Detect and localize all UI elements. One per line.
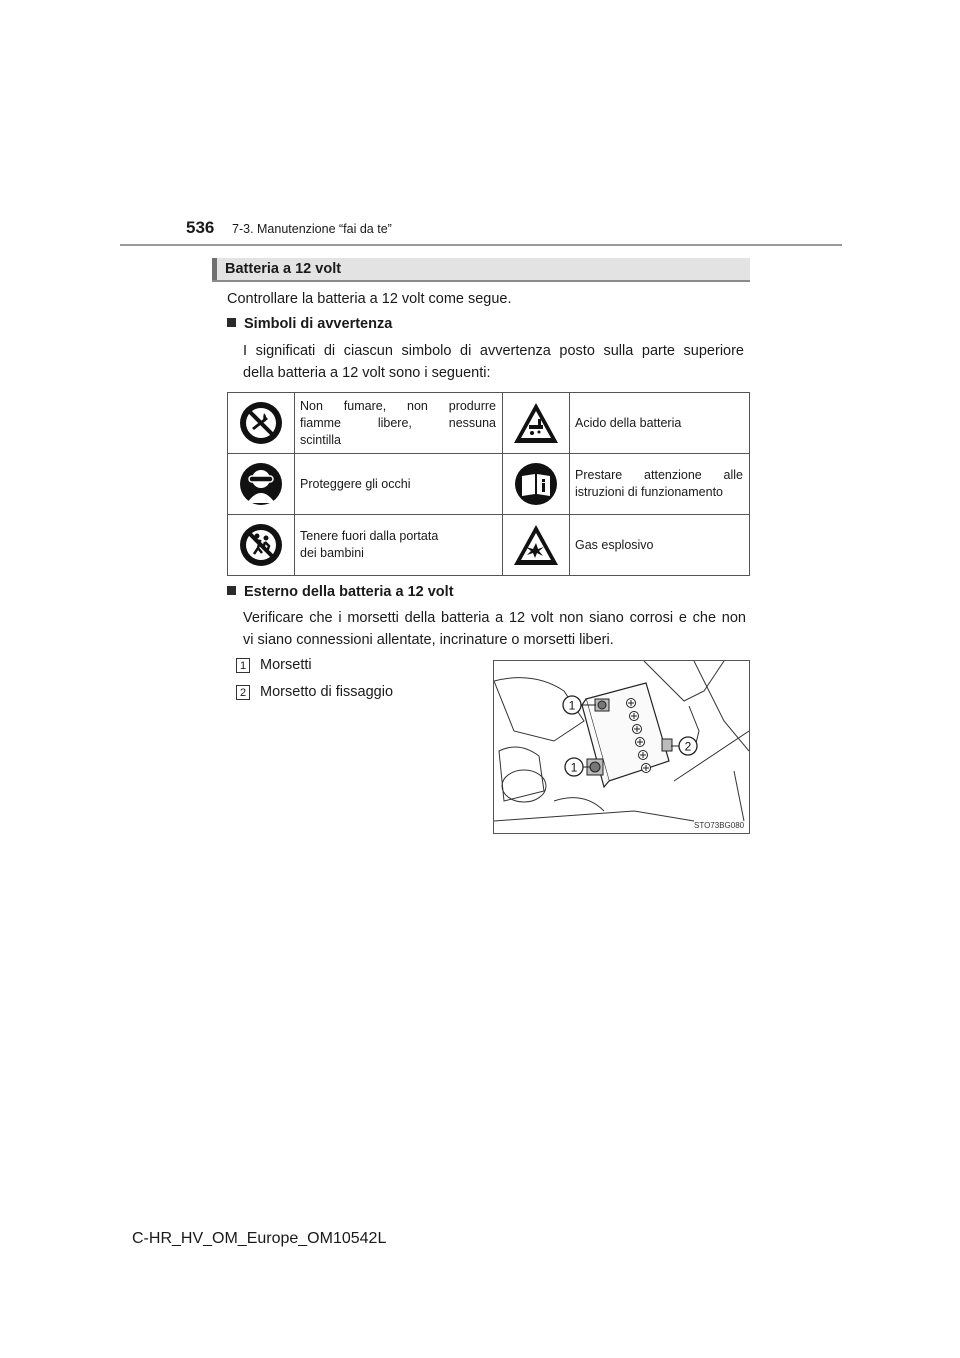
section-accent <box>212 258 217 280</box>
legend-item <box>236 681 393 703</box>
page-number: 536 <box>186 218 215 237</box>
legend-label: Morsetto di fissaggio <box>260 684 394 700</box>
document-id: C-HR_HV_OM_Europe_OM10542L <box>132 1230 387 1247</box>
callout-number: 2 <box>684 739 692 754</box>
symbol-description-line: Prestare attenzione alle <box>575 468 743 482</box>
battery-figure <box>493 660 750 834</box>
table-icon-cell <box>228 454 295 515</box>
table-icon-cell <box>228 393 295 454</box>
warning-symbols-heading-text: Simboli di avvertenza <box>244 316 393 332</box>
warning-symbols-text-line: della batteria a 12 volt sono i seguenti: <box>243 365 491 381</box>
symbol-description-line: Tenere fuori dalla portata <box>300 529 439 543</box>
battery-acid-icon <box>512 401 560 445</box>
bullet-square-icon <box>227 586 236 595</box>
symbol-description-line: dei bambini <box>300 546 364 560</box>
table-desc-cell <box>295 454 503 515</box>
section-title-bar <box>212 258 750 282</box>
explosive-gas-icon <box>512 523 560 567</box>
table-icon-cell <box>503 515 570 576</box>
legend-label: Morsetti <box>260 657 312 673</box>
symbol-description-line: Proteggere gli occhi <box>300 476 411 491</box>
section-intro: Controllare la batteria a 12 volt come segue. <box>227 291 512 307</box>
no-smoking-flame-icon <box>238 400 284 446</box>
eye-protection-icon <box>238 461 284 507</box>
read-instructions-icon <box>513 461 559 507</box>
legend-number-badge: 1 <box>236 658 250 673</box>
keep-away-children-icon <box>238 522 284 568</box>
exterior-text <box>243 607 746 651</box>
chapter-title: 7-3. Manutenzione “fai da te” <box>232 222 392 236</box>
battery-illustration <box>494 661 749 833</box>
table-icon-cell <box>503 454 570 515</box>
exterior-heading <box>227 584 454 600</box>
table-icon-cell <box>228 515 295 576</box>
table-row <box>228 454 750 515</box>
symbol-description-line: Acido della batteria <box>575 415 682 430</box>
symbol-description-line: Non fumare, non produrre <box>300 398 496 413</box>
table-desc-cell <box>295 515 503 576</box>
figure-code: STO73BG080 <box>694 821 745 830</box>
callout-number: 1 <box>568 698 576 713</box>
bullet-square-icon <box>227 318 236 327</box>
table-icon-cell <box>503 393 570 454</box>
table-desc-cell <box>570 515 750 576</box>
header-divider <box>120 244 842 246</box>
legend-item <box>236 654 312 676</box>
warning-symbols-text <box>243 340 744 384</box>
symbol-description-line: fiamme libere, nessuna <box>300 415 496 430</box>
exterior-heading-text: Esterno della batteria a 12 volt <box>244 584 454 600</box>
warning-symbols-heading <box>227 316 392 332</box>
table-row <box>228 515 750 576</box>
symbol-description-line: istruzioni di funzionamento <box>575 485 723 499</box>
exterior-text-line: Verificare che i morsetti della batteria a 12 volt non siano corrosi e che non <box>243 610 746 626</box>
callout-number: 1 <box>570 760 578 775</box>
table-desc-cell <box>295 393 503 454</box>
table-desc-cell <box>570 393 750 454</box>
exterior-text-line: vi siano connessioni allentate, incrinature o morsetti liberi. <box>243 632 614 648</box>
legend-number-badge: 2 <box>236 685 250 700</box>
table-row <box>228 393 750 454</box>
section-title: Batteria a 12 volt <box>225 261 342 277</box>
symbol-description-line: scintilla <box>300 432 341 447</box>
warning-symbols-text-line: I significati di ciascun simbolo di avvertenza posto sulla parte superiore <box>243 343 744 359</box>
warning-symbols-table <box>227 392 750 576</box>
table-desc-cell <box>570 454 750 515</box>
symbol-description-line: Gas esplosivo <box>575 537 654 552</box>
